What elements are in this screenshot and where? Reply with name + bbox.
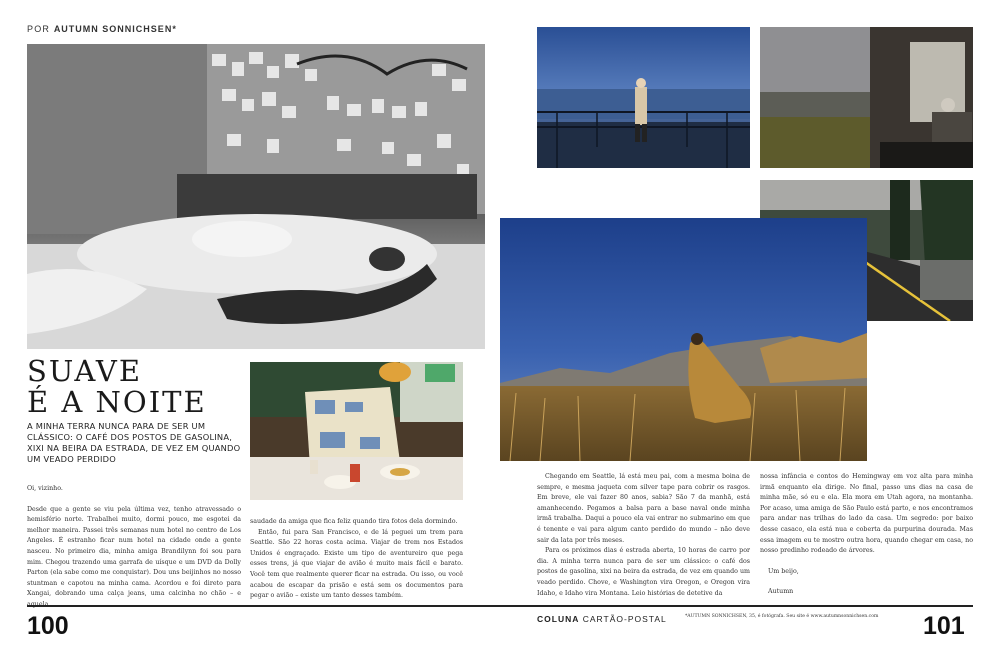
signoff: Um beijo, [768, 567, 799, 575]
article-title [27, 356, 207, 418]
hillside-coat-photo [500, 218, 867, 461]
diner-newspaper-photo [250, 362, 463, 500]
byline-author: AUTUMN SONNICHSEN* [53, 24, 177, 34]
salutation: Oi, vizinho. [27, 485, 63, 492]
paragraph: Para os próximos dias é estrada aberta, 10 horas de carro por dia. A minha terra nunca para de ser um clássico: o café dos postos de gasolina, xixi na beira da estrada, de vez em quando um veado perdido. Chove, e Washington vira Oregon, e Oregon vira Idaho, e Idaho vira Montana. Leio histórias de detetive da [537, 547, 750, 597]
body-column-1 [27, 484, 241, 611]
byline [27, 24, 177, 34]
signature: Autumn [768, 588, 794, 596]
paragraph: Então, fui para San Francisco, e de lá peguei um trem para Seattle. São 22 horas costa acima. Viajar de trem nos Estados Unidos é engraçado. Existe um tipo de aventureiro que pega esses trens, já que viajar de avião é muito mais fácil e barato. Você tem que realmente querer ficar na estrada. Ou isso, ou você acabou de escapar da prisão e está sem os documentos para pegar o avião – existe um tanto desses também. [250, 528, 463, 600]
body-column-3 [537, 472, 750, 599]
paragraph: nossa infância e contos do Hemingway em voz alta para minha irmã enquanto ela dirige. No final, passo uns dias na casa de minha mãe, só eu e ela. Ela mora em Utah agora, na montanha. Por acaso, uma amiga de São Paulo está parto, e nos encontramos para andar nas trilhas do lado da casa. Um segredo: por baixo desse casaco, ela está nua e coberta da purpurina dourada. Mas essa imagem eu te mostro outra hora, quando chegar em casa, no nosso predinho rodeado de árvores. [760, 473, 973, 555]
body-column-4 [760, 472, 973, 598]
title-line-2: É A NOITE [27, 385, 207, 419]
column-kind: COLUNA [537, 614, 580, 624]
hotel-bedroom-photo [27, 44, 485, 349]
author-credit: *AUTUMN SONNICHSEN, 35, é fotógrafa. Seu site é www.autumnsonnichsen.com [685, 614, 879, 619]
subhead: A MINHA TERRA NUNCA PARA DE SER UM CLÁSSICO: O CAFÉ DOS POSTOS DE GASOLINA, XIXI NA BEIRA DA ESTRADA, DE VEZ EM QUANDO UM VEADO PERDIDO [27, 421, 241, 464]
title-line-1: SUAVE [27, 354, 143, 388]
column-label [537, 614, 667, 624]
page-number-right: 101 [923, 612, 965, 640]
ferry-deck-photo [537, 27, 750, 168]
train-window-photo [760, 27, 973, 168]
column-name: CARTÃO-POSTAL [582, 614, 667, 624]
paragraph: Desde que a gente se viu pela última vez, tenho atravessado o hemisfério norte. Trabalhei muito, dormi pouco, me esgotei da melhor maneira. Passei três semanas num hotel no centro de Los Angeles. É estranho ficar num hotel na cidade onde a gente nasceu. No primeiro dia, minha amiga Brandilynn foi sou para mim. Chegou trazendo uma garrafa de uísque e um DVD da Dolly Parton (ela sabe como me conquistar). Dou uns beijinhos no nosso stuntman e capotou na minha cama. Acordou e foi direto para Xangai, dobrando uma calça jeans, uma calcinha no chão – e [27, 505, 241, 598]
body-column-2 [250, 517, 463, 602]
paragraph: saudade da amiga que fica feliz quando tira fotos dela dormindo. [250, 518, 458, 525]
footer-rule [27, 605, 973, 607]
paragraph: Chegando em Seattle, lá está meu pai, com a mesma boina de sempre, e mesma jaqueta com silver tape para cobrir os rasgos. Em breve, ele vai fazer 80 anos, sabia? São 7 da manhã, está amanhecendo. Pegamos a balsa para a base naval onde minha irmã trabalha. Daqui a pouco ela vai entrar no submarino em que é tenente e vai para algum canto perdido do mundo – não deve sair da lata por três meses. [537, 473, 750, 544]
page-number-left: 100 [27, 612, 69, 640]
byline-prefix: POR [27, 24, 51, 34]
